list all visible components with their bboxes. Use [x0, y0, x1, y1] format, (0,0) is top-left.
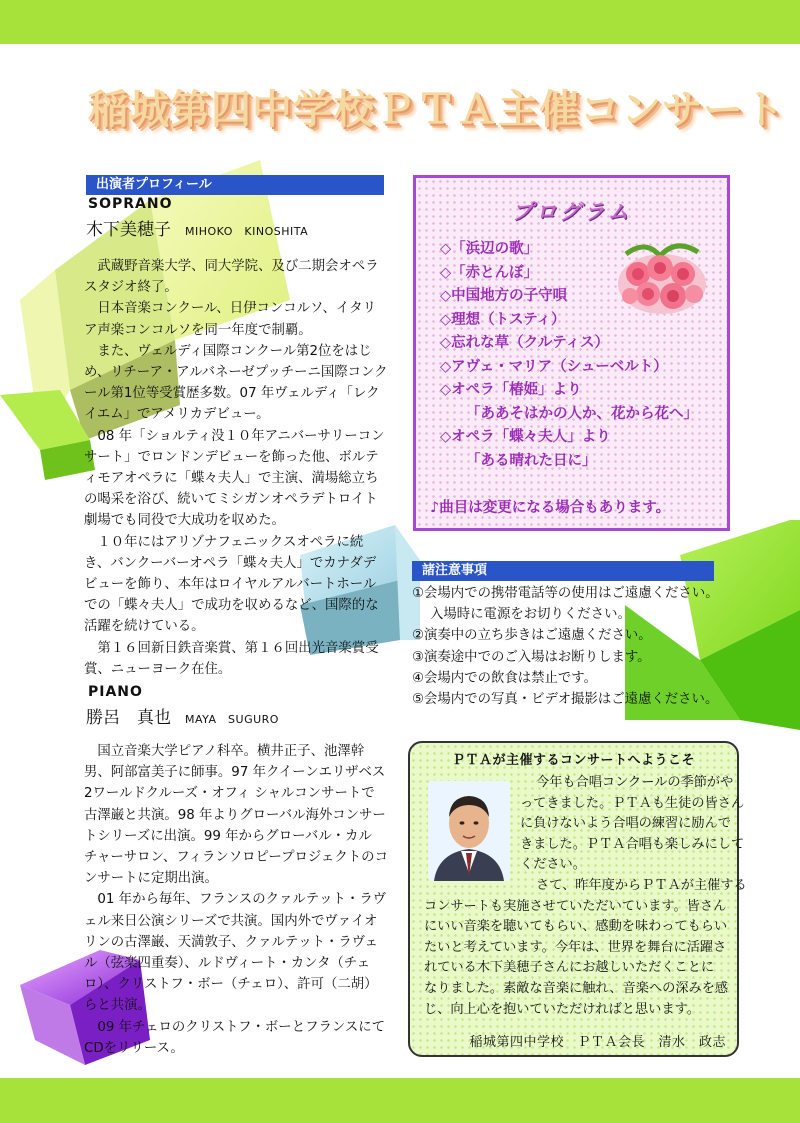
- program-item: ◇アヴェ・マリア（シューベルト）: [440, 358, 668, 375]
- piano-bio: [84, 741, 388, 1059]
- bio-paragraph: 日本音楽コンクール、日伊コンコルソ、イタリア声楽コンコルソを同一年度で制覇。: [84, 301, 377, 338]
- piano-name-romaji: MAYA SUGURO: [185, 713, 279, 726]
- program-list: [440, 238, 730, 473]
- program-item: 「ああそはかの人か、花から花へ」: [466, 405, 698, 422]
- signature: 稲城第四中学校 ＰＴＡ会長 清水 政志: [469, 1035, 726, 1050]
- welcome-title: ＰＴＡが主催するコンサートへようこそ: [451, 753, 695, 768]
- program-item: ◇「赤とんぼ」: [440, 264, 539, 281]
- piano-label: PIANO: [88, 684, 143, 700]
- soprano-name: [86, 215, 308, 240]
- soprano-name-kanji: 木下美穂子: [86, 220, 171, 240]
- program-note: ♪曲目は変更になる場合もあります。: [430, 500, 671, 516]
- bio-paragraph: １０年にはアリゾナフェニックスオペラに続き、バンクーバーオペラ「蝶々夫人」でカナダデビューを飾り、本年はロイヤルアルバートホールでの「蝶々夫人」で成功を収めるなど、国際的な活躍を続けている。: [84, 534, 379, 635]
- welcome-line: たいと考えています。今年は、世界を舞台に活躍さ: [424, 939, 727, 955]
- notices-heading: 諸注意事項: [412, 561, 714, 581]
- notice-item: ③演奏途中でのご入場はお断りします。: [412, 649, 651, 665]
- welcome-line: ってきました。ＰＴＡも生徒の皆さん: [520, 795, 745, 811]
- piano-name-kanji: 勝呂 真也: [86, 708, 171, 728]
- notice-item: ②演奏中の立ち歩きはご遠慮ください。: [412, 628, 652, 644]
- bio-paragraph: 01 年から毎年、フランスのクァルテット・ラヴェル来日公演シリーズで共演。国内外でヴァイオリンの古澤巌、天満敦子、クァルテット・ラヴェル（弦楽四重奏）、ルドヴィート・カンタ（チェロ）、クリストフ・ボー（チェロ）、許可（二胡）らと共演。: [84, 892, 387, 1014]
- welcome-line: 今年も合唱コンクールの季節がや: [536, 775, 734, 790]
- welcome-line: にいい音楽を聴いてもらい、感動を味わってもらい: [424, 919, 728, 935]
- program-item: 「ある晴れた日に」: [466, 452, 597, 469]
- program-item: ◇忘れな草（クルティス）: [440, 335, 610, 351]
- page-title: 稲城第四中学校ＰＴＡ主催コンサート: [88, 87, 785, 133]
- program-item: ◇オペラ「蝶々夫人」より: [440, 429, 611, 445]
- bio-paragraph: 第１６回新日鉄音楽賞、第１６回出光音楽賞受賞、ニューヨーク在住。: [84, 640, 379, 677]
- notice-item: ④会場内での飲食は禁止です。: [412, 670, 598, 686]
- bio-paragraph: 09 年チェロのクリストフ・ボーとフランスにてCDをリリース。: [84, 1019, 386, 1056]
- program-title: プログラム: [511, 200, 632, 224]
- welcome-line: きました。ＰＴＡ合唱も楽しみにして: [520, 836, 745, 852]
- program-item: ◇理想（トスティ）: [440, 311, 566, 328]
- welcome-line: なりました。素敵な音楽に触れ、音楽への深みを感: [424, 980, 729, 996]
- soprano-name-romaji: MIHOKO KINOSHITA: [185, 225, 309, 238]
- welcome-line: さて、昨年度からＰＴＡが主催する: [536, 877, 747, 893]
- welcome-message: [424, 773, 747, 1020]
- program-item: ◇「浜辺の歌」: [440, 241, 539, 257]
- welcome-line: ください。: [520, 857, 586, 873]
- program-box: [413, 175, 730, 531]
- soprano-bio: [84, 256, 388, 680]
- program-item: ◇中国地方の子守唄: [440, 288, 568, 304]
- piano-name: [86, 703, 279, 728]
- program-item: ◇オペラ「椿姫」より: [440, 382, 582, 398]
- welcome-line: に負けないよう合唱の練習に励んで: [520, 816, 731, 832]
- soprano-label: SOPRANO: [88, 196, 173, 212]
- welcome-box: [408, 741, 747, 1057]
- welcome-line: コンサートも実施させていただいています。皆さん: [424, 898, 727, 914]
- notices-list: [412, 583, 722, 710]
- notice-item: ①会場内での携帯電話等の使用はご遠慮ください。入場時に電源をお切りください。: [412, 586, 719, 623]
- notice-item: ⑤会場内での写真・ビデオ撮影はご遠慮ください。: [412, 692, 719, 708]
- bio-paragraph: 国立音楽大学ピアノ科卒。横井正子、池澤幹男、阿部富美子に師事。97 年クイーンエリザベス2ワールドクルーズ・オフィ シャルコンサートで古澤巌と共演。98 年よりグローバル海外コンサートシリーズに出演。99 年からグローバル・カル チャーサロン、フィランソロピープロジェクトのコンサートに定期出演。: [84, 744, 388, 887]
- bio-paragraph: また、ヴェルディ国際コンクール第2位をはじめ、リチーア・アルバネーゼプッチーニ国際コンクール第1位等受賞歴多数。07 年ヴェルディ「レクイエム」でアメリカデビュー。: [84, 343, 388, 423]
- welcome-line: じ、向上心を抱いていただければと思います。: [424, 1001, 700, 1017]
- bio-paragraph: 武蔵野音楽大学、同大学院、及び二期会オペラスタジオ終了。: [84, 259, 379, 296]
- welcome-line: れている木下美穂子さんにお越しいただくことに: [424, 960, 715, 976]
- bio-paragraph: 08 年「ショルティ没１０年アニバーサリーコンサート」でロンドンデビューを飾った他、ボルティモアオペラに「蝶々夫人」で主演、満場総立ちの喝采を浴び、続いてミシガンオペラデトロイト劇場でも同役で大成功を収めた。: [84, 428, 385, 529]
- profile-heading: 出演者プロフィール: [86, 175, 384, 195]
